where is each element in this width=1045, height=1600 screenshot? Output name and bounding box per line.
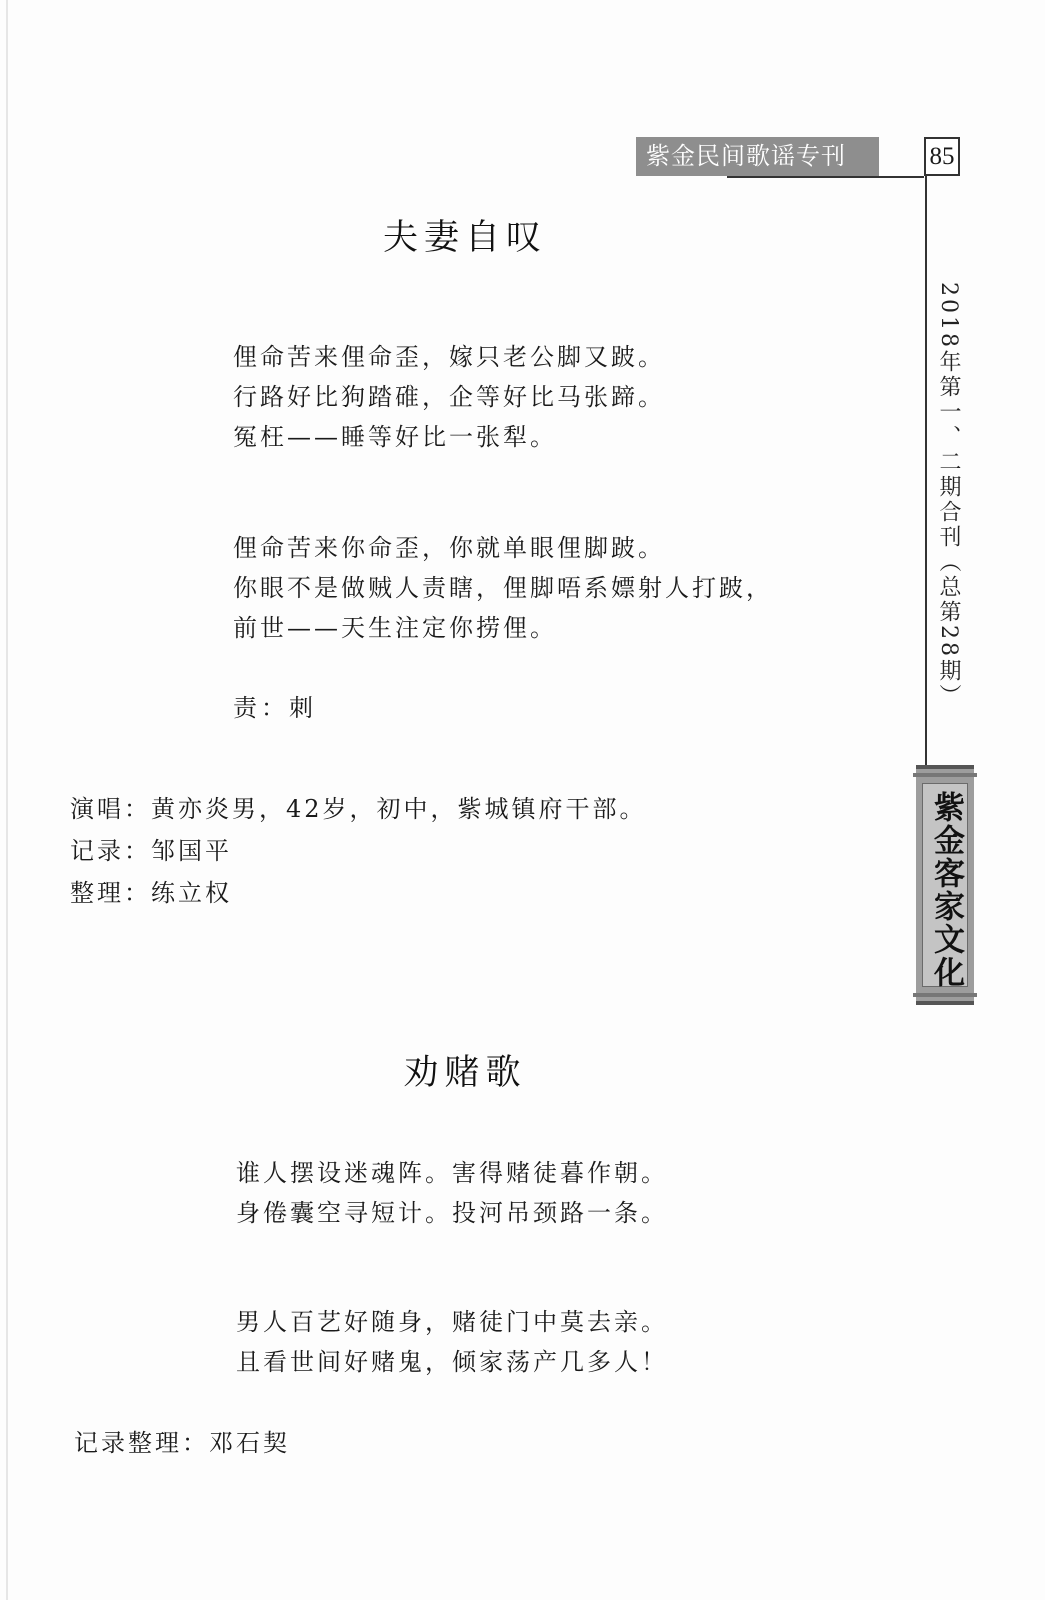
poem-line: 俚命苦来你命歪，你就单眼俚脚跛。 bbox=[233, 534, 665, 562]
song-title-1: 夫妻自叹 bbox=[382, 218, 547, 258]
song-title-2: 劝赌歌 bbox=[403, 1053, 527, 1093]
poem-line: 行路好比狗踏碓，企等好比马张蹄。 bbox=[233, 383, 665, 411]
poem-line: 谁人摆设迷魂阵。害得赌徒暮作朝。 bbox=[236, 1159, 668, 1187]
credit-performer: 演唱：黄亦炎男，42岁，初中，紫城镇府干部。 bbox=[70, 795, 647, 823]
song1-stanza-2 bbox=[233, 528, 773, 648]
song2-credit: 记录整理：邓石契 bbox=[74, 1429, 290, 1457]
issue-label: 2018年第一、二期合刊（总第28期） bbox=[936, 282, 961, 709]
poem-line: 前世——天生注定你捞俚。 bbox=[233, 614, 557, 642]
song1-credits bbox=[70, 788, 647, 914]
song2-stanza-2 bbox=[236, 1302, 668, 1382]
header-rule bbox=[727, 176, 924, 178]
poem-line: 男人百艺好随身，赌徒门中莫去亲。 bbox=[236, 1308, 668, 1336]
credit-recorder: 记录：邹国平 bbox=[70, 837, 232, 865]
journal-header: 紫金民间歌谣专刊 bbox=[636, 137, 879, 176]
scroll-badge-text: 紫金客家文化 bbox=[928, 791, 964, 989]
song1-stanza-1 bbox=[233, 337, 665, 457]
vertical-rule bbox=[925, 176, 927, 766]
scroll-badge bbox=[916, 765, 974, 1005]
poem-line: 身倦囊空寻短计。投河吊颈路一条。 bbox=[236, 1199, 668, 1227]
poem-line: 冤枉——睡等好比一张犁。 bbox=[233, 423, 557, 451]
song2-stanza-1 bbox=[236, 1153, 668, 1233]
poem-line: 你眼不是做贼人责瞎，俚脚唔系嫖射人打跛， bbox=[233, 574, 773, 602]
credit-editor: 整理：练立权 bbox=[70, 879, 232, 907]
poem-line: 且看世间好赌鬼，倾家荡产几多人！ bbox=[236, 1348, 668, 1376]
song1-response-note: 责：刺 bbox=[233, 694, 317, 722]
poem-line: 俚命苦来俚命歪，嫁只老公脚又跛。 bbox=[233, 343, 665, 371]
scroll-badge-inner bbox=[922, 783, 968, 987]
page-number: 85 bbox=[924, 137, 960, 176]
